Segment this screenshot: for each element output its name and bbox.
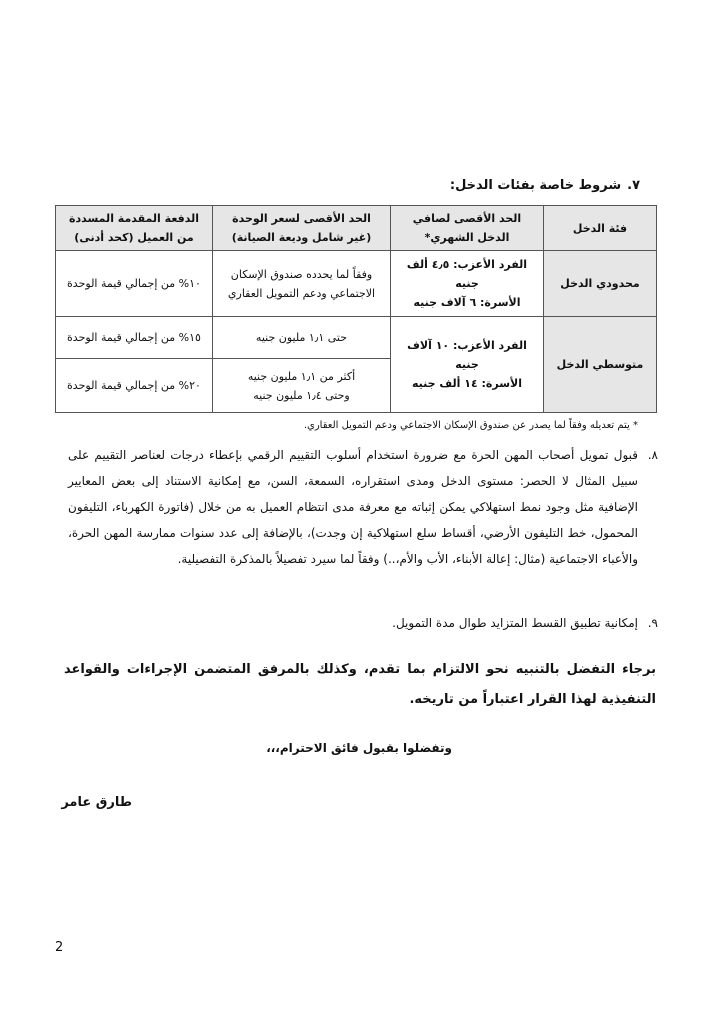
max-income-cell [391,317,544,413]
item-8 [68,442,658,572]
header-max-income: الحد الأقصى لصافي الدخل الشهري* [391,206,544,251]
table-header-row [56,206,657,251]
table-footnote: * يتم تعديله وفقاً لما يصدر عن صندوق الإسكان الاجتماعي ودعم التمويل العقاري. [303,420,638,431]
header-down-payment: الدفعة المقدمة المسددة من العميل (كحد أدنى) [56,206,213,251]
section-7-number: ٧. [627,178,640,193]
item-9-number: ٩. [647,616,658,630]
item-9 [68,610,658,636]
max-income-single: الفرد الأعزب: ٤٫٥ ألف جنيه [406,258,528,290]
unit-price-line: أكثر من ١٫١ مليون جنيه [247,369,356,383]
item-8-number: ٨. [647,448,658,462]
down-payment-cell: ١٥% من إجمالي قيمة الوحدة [56,317,213,359]
unit-price-cell: وفقاً لما يحدده صندوق الإسكان الاجتماعي ودعم التمويل العقاري [213,251,391,317]
max-income-family: الأسرة: ٦ آلاف جنيه [413,296,521,309]
signature-name: طارق عامر [61,795,132,810]
unit-price-cell: حتى ١٫١ مليون جنيه [213,317,391,359]
item-8-text: قبول تمويل أصحاب المهن الحرة مع ضرورة استخدام أسلوب التقييم الرقمي بإعطاء درجات لعناصر التقييم على سبيل المثال لا الحصر: مستوى الدخل ومدى استقراره، السمعة، السن، مع إمكانية الاستناد إلى بعض المعايير الإضافية مثل وجود نمط استهلاكي يمكن إثباته مع معرفة مدى انتظام العميل به من خلال (فاتورة الكهرباء، التليفون المحمول، خط التليفون الأرضي، أقساط سلع استهلاكية إن وجدت)، بالإضافة إلى عدد سنوات ممارسة المهن الحرة، والأعباء الاجتماعية (مثال: إعالة الأبناء، الأب والأم،..) وفقاً لما سيرد تفصيلاً بالمذكرة التفصيلية. [68,448,638,566]
max-income-cell [391,251,544,317]
item-9-text: إمكانية تطبيق القسط المتزايد طوال مدة التمويل. [392,616,638,630]
closing-paragraph: برجاء التفضل بالتنبيه نحو الالتزام بما تقدم، وكذلك بالمرفق المتضمن الإجراءات والقواعد التنفيذية لهذا القرار اعتباراً من تاريخه. [64,662,656,707]
table-row [56,251,657,317]
category-limited-income: محدودي الدخل [544,251,657,317]
header-income-category: فئة الدخل [544,206,657,251]
page-number: 2 [55,940,64,955]
unit-price-line: وحتى ١٫٤ مليون جنيه [253,388,350,402]
max-income-family: الأسرة: ١٤ ألف جنيه [411,377,523,390]
max-income-single: الفرد الأعزب: ١٠ آلاف جنيه [407,339,527,371]
regards-line: وتفضلوا بقبول فائق الاحترام،،، [266,741,452,755]
table-row [56,317,657,359]
section-7-heading [450,178,640,193]
income-categories-table [55,205,657,413]
header-max-unit-price: الحد الأقصى لسعر الوحدة (غير شامل وديعة الصيانة) [213,206,391,251]
category-middle-income: متوسطي الدخل [544,317,657,413]
down-payment-cell: ١٠% من إجمالي قيمة الوحدة [56,251,213,317]
unit-price-cell [213,359,391,413]
section-7-title: شروط خاصة بفئات الدخل: [449,178,622,193]
down-payment-cell: ٢٠% من إجمالي قيمة الوحدة [56,359,213,413]
